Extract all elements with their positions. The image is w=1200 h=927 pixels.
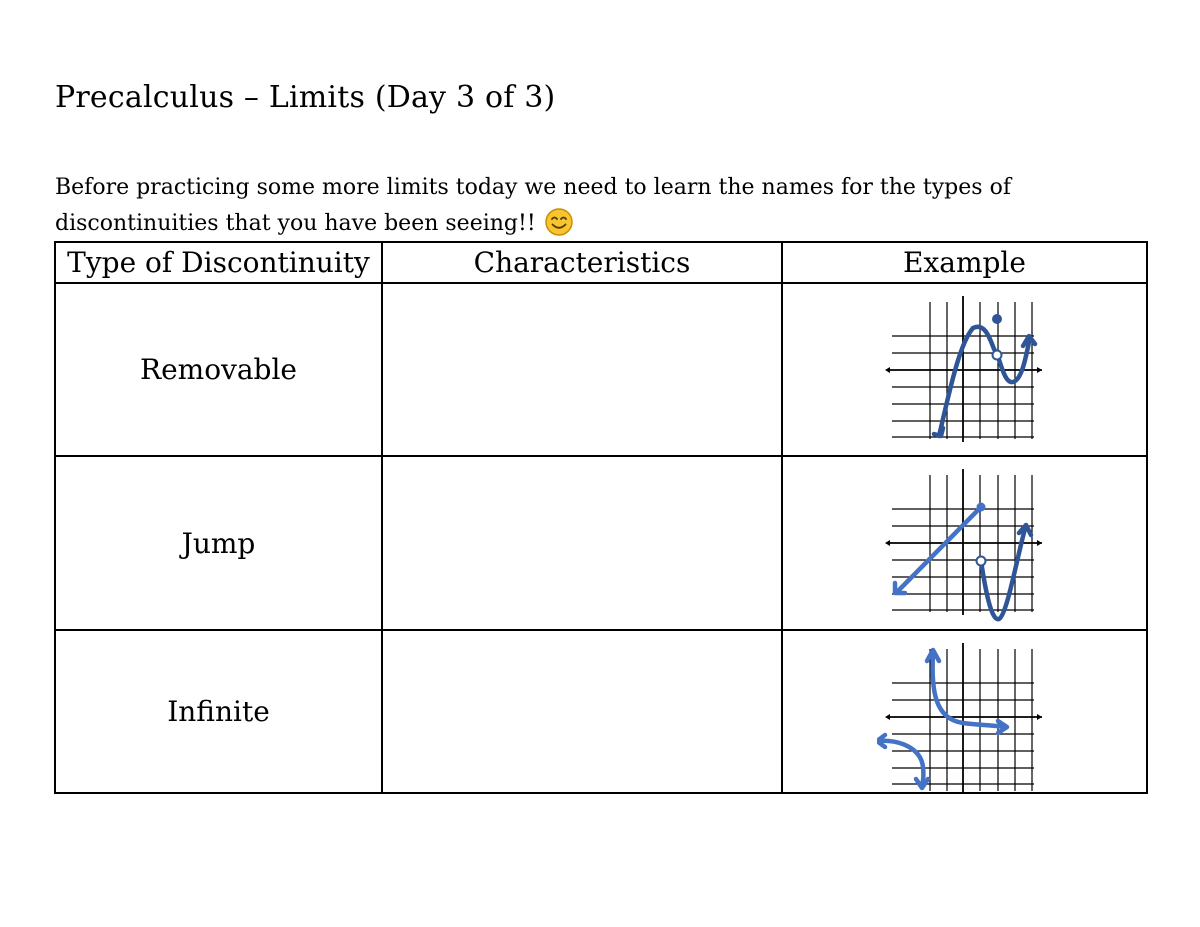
header-characteristics: Characteristics [382, 242, 782, 283]
header-row [55, 242, 1147, 283]
characteristics-cell-infinite[interactable] [382, 630, 782, 793]
table-row [55, 630, 1147, 793]
type-cell-infinite: Infinite [55, 630, 382, 793]
example-cell-infinite [782, 630, 1147, 793]
header-type: Type of Discontinuity [55, 242, 382, 283]
table-row [55, 456, 1147, 630]
jump-discontinuity-graph [877, 457, 1047, 627]
type-cell-jump: Jump [55, 456, 382, 630]
intro-text: Before practicing some more limits today we need to learn the names for the types of discontinuities that you have been seeing!! [55, 175, 1011, 236]
type-cell-removable: Removable [55, 283, 382, 456]
characteristics-cell-removable[interactable] [382, 283, 782, 456]
header-example: Example [782, 242, 1147, 283]
infinite-discontinuity-graph [877, 631, 1047, 794]
characteristics-cell-jump[interactable] [382, 456, 782, 630]
discontinuity-table [54, 241, 1148, 794]
intro-paragraph [55, 170, 1145, 249]
table-row [55, 283, 1147, 456]
example-cell-removable [782, 283, 1147, 456]
removable-discontinuity-graph [877, 284, 1047, 454]
example-cell-jump [782, 456, 1147, 630]
page-title: Precalculus – Limits (Day 3 of 3) [55, 80, 556, 115]
